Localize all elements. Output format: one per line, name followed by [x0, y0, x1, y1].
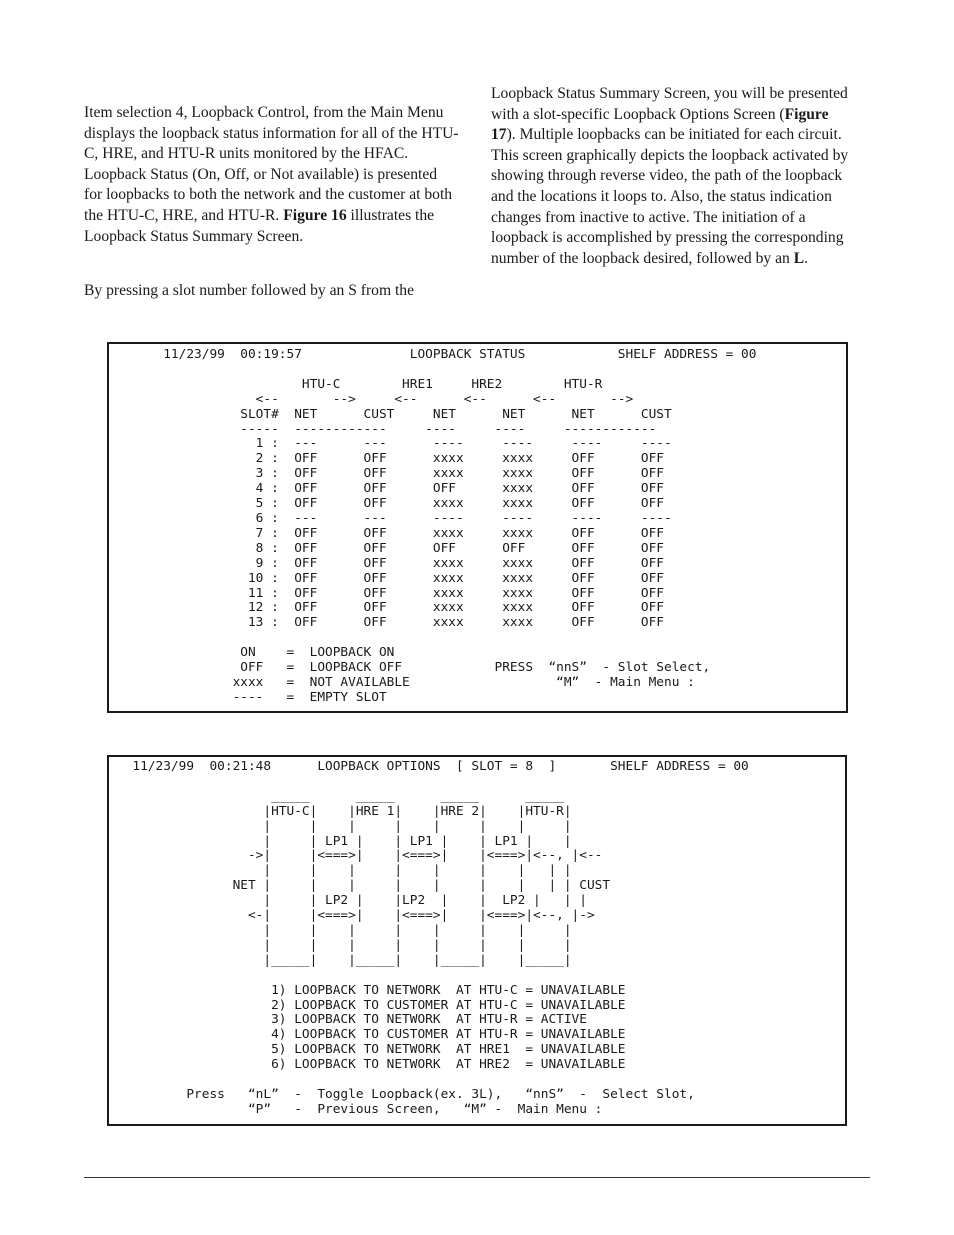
options-text-b: ). Multiple loopbacks can be initiated for each circuit. This screen graphically depicts the loopback activated by showing through reverse video, the path of the loopback and the locations it loops to. Also, the status indication changes from inactive to active. The initiation of a loopback is accomplished by pressing the corresponding number of the loopback desired, followed by an [491, 126, 849, 267]
intro-paragraph [84, 103, 459, 247]
key-l: L [793, 249, 805, 267]
figure-17-reference: Figure 17 [491, 105, 829, 144]
right-text-column [491, 84, 851, 269]
loopback-options-paragraph [491, 84, 851, 269]
loopback-status-screen [107, 342, 848, 713]
intro-text-b: illustrates the Loopback Status Summary Screen. [84, 206, 435, 245]
loopback-status-terminal-text: 11/23/99 00:19:57 LOOPBACK STATUS SHELF ADDRESS = 00 HTU-C HRE1 HRE2 HTU-R <-- --> <-- <-- <-- --> SLOT# NET CUST NET NET NET CUST ----- ------------ ---- ---- ------------ 1 : --- --- ---- ---- ---- ---- 2 : OFF OFF xxxx xxxx OFF OFF 3 : OFF OFF xxxx xxxx OFF OFF 4 : OFF OFF OFF xxxx OFF OFF 5 : OFF OFF xxxx xxxx OFF OFF 6 : --- --- ---- ---- ---- ---- 7 : OFF OFF xxxx xxxx OFF OFF 8 : OFF OFF OFF OFF OFF OFF 9 : OFF OFF xxxx xxxx OFF OFF 10 : OFF OFF xxxx xxxx OFF OFF 11 : OFF OFF xxxx xxxx OFF OFF 12 : OFF OFF xxxx xxxx OFF OFF 13 : OFF OFF xxxx xxxx OFF OFF ON = LOOPBACK ON OFF = LOOPBACK OFF PRESS “nnS” - Slot Select, xxxx = NOT AVAILABLE “M” - Main Menu : ---- = EMPTY SLOT [163, 347, 757, 705]
intro-text-a: Item selection 4, Loopback Control, from the Main Menu displays the loopback status information for all of the HTU-C, HRE, and HTU-R units monitored by the HFAC. Loopback Status (On, Off, or Not available) is presented for loopbacks to both the network and the customer at both the HTU-C, HRE, and HTU-R. [84, 104, 459, 224]
footer-divider [84, 1177, 870, 1178]
left-text-column [84, 103, 459, 302]
options-text-a: Loopback Status Summary Screen, you will be presented with a slot-specific Loopback Options Screen ( [491, 85, 848, 123]
loopback-options-screen [107, 755, 847, 1126]
slot-select-paragraph: By pressing a slot number followed by an S from the [84, 282, 415, 300]
figure-16-reference: Figure 16 [283, 206, 347, 224]
loopback-options-terminal-text: 11/23/99 00:21:48 LOOPBACK OPTIONS [ SLOT = 8 ] SHELF ADDRESS = 00 _____ _____ _____ _____ |HTU-C| |HRE 1| |HRE 2| |HTU-R| | | | | | | | | | | LP1 | | LP1 | | LP1 | | ->| |<===>| |<===>| |<===>|<--, |<-- | | | | | | | | | NET | | | | | | | | | CUST | | LP2 | |LP2 | | LP2 | | | <-| |<===>| |<===>| |<===>|<--, |-> | | | | | | | | | | | | | | | | |_____| |_____| |_____| |_____| 1) LOOPBACK TO NETWORK AT HTU-C = UNAVAILABLE 2) LOOPBACK TO CUSTOMER AT HTU-C = UNAVAILABLE 3) LOOPBACK TO NETWORK AT HTU-R = ACTIVE 4) LOOPBACK TO CUSTOMER AT HTU-R = UNAVAILABLE 5) LOOPBACK TO NETWORK AT HRE1 = UNAVAILABLE 6) LOOPBACK TO NETWORK AT HRE2 = UNAVAILABLE Press “nL” - Toggle Loopback(ex. 3L), “nnS” - Select Slot, “P” - Previous Screen, “M” - Main Menu : [132, 759, 749, 1117]
options-text-c: . [804, 249, 809, 267]
